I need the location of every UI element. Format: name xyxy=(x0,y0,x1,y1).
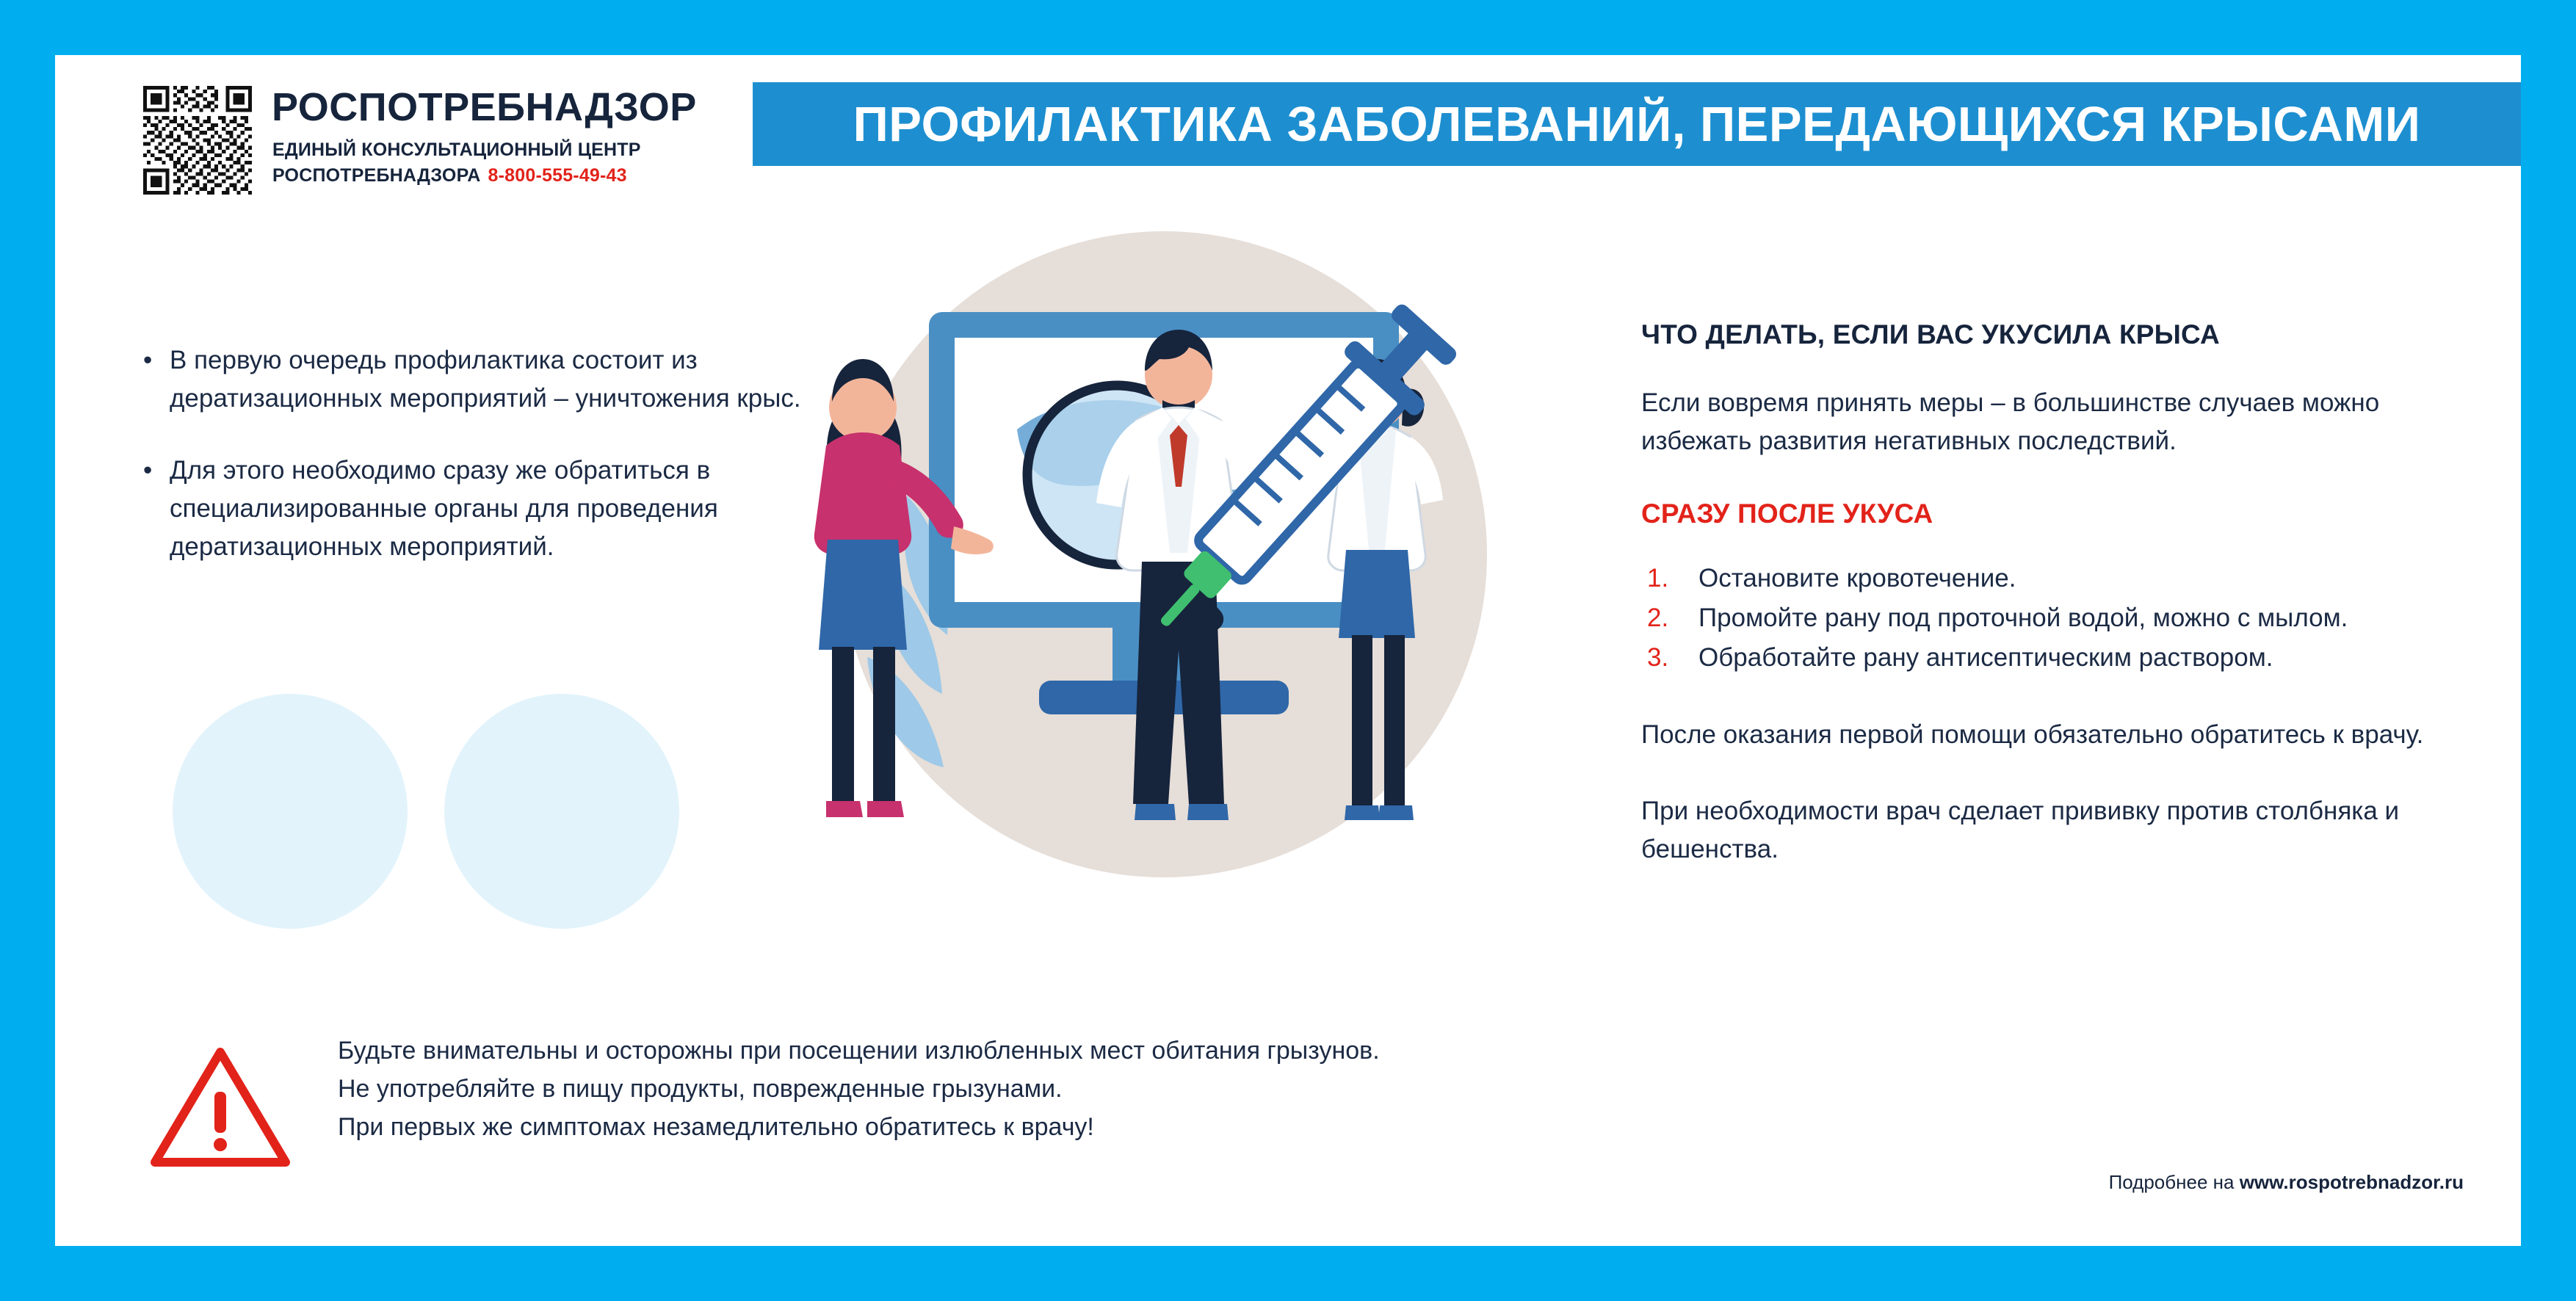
intro-paragraph: Если вовремя принять меры – в большинстве случаев можно избежать развития негативных последствий. xyxy=(1641,388,2380,455)
step-number: 1. xyxy=(1647,564,1669,592)
warning-line-1: Будьте внимательны и осторожны при посещении излюбленных мест обитания грызунов. xyxy=(338,1037,1380,1065)
consult-center-line1: ЕДИНЫЙ КОНСУЛЬТАЦИОННЫЙ ЦЕНТР xyxy=(272,139,641,160)
prevention-bullet-2-text: Для этого необходимо сразу же обратиться в специализированные органы для проведения дератизационных мероприятий. xyxy=(170,456,718,561)
circle-background xyxy=(444,694,679,929)
no-rats-badge xyxy=(173,694,408,929)
prevention-bullet-1-text: В первую очередь профилактика состоит из дератизационных мероприятий – уничтожения крыс. xyxy=(170,346,801,413)
section-heading-right-after-bite: СРАЗУ ПОСЛЕ УКУСА xyxy=(1641,499,1933,529)
step-number: 3. xyxy=(1647,643,1669,672)
prevention-bullet-1 xyxy=(136,341,819,418)
icon-row xyxy=(173,694,833,943)
illustration-doctors-monitor xyxy=(797,187,1538,995)
warning-triangle-icon xyxy=(151,1046,290,1167)
footer-note xyxy=(2109,1171,2464,1194)
footer-note-prefix: Подробнее на xyxy=(2108,1171,2240,1193)
step-text: Промойте рану под проточной водой, можно с мылом. xyxy=(1698,604,2348,632)
step-text: Остановите кровотечение. xyxy=(1698,564,2016,592)
footer-site-url[interactable]: www.rospotrebnadzor.ru xyxy=(2239,1171,2464,1193)
poster-inner xyxy=(55,55,2521,1246)
right-column xyxy=(1641,319,2464,1193)
warning-line-2: Не употребляйте в пищу продукты, поврежденные грызунами. xyxy=(338,1075,1063,1103)
section-heading-what-to-do: ЧТО ДЕЛАТЬ, ЕСЛИ ВАС УКУСИЛА КРЫСА xyxy=(1641,319,2220,349)
left-column xyxy=(136,341,819,600)
pest-control-badge xyxy=(444,694,679,929)
prevention-bullet-2 xyxy=(136,452,819,566)
bullet-marker: • xyxy=(143,456,153,485)
step-number: 2. xyxy=(1647,604,1669,632)
first-aid-steps-list xyxy=(1641,559,2464,678)
after-first-aid-paragraph: После оказания первой помощи обязательно обратитесь к врачу. xyxy=(1641,720,2424,749)
consult-center-line2 xyxy=(272,165,627,186)
circle-background xyxy=(173,694,408,929)
warning-line-3: При первых же симптомах незамедлительно обратитесь к врачу! xyxy=(338,1113,1094,1141)
warning-text xyxy=(338,1032,1586,1146)
step-text: Обработайте рану антисептическим раствором. xyxy=(1698,643,2273,672)
page-title: ПРОФИЛАКТИКА ЗАБОЛЕВАНИЙ, ПЕРЕДАЮЩИХСЯ КРЫСАМИ xyxy=(853,96,2421,152)
consult-center-line2-text: РОСПОТРЕБНАДЗОРА xyxy=(272,165,481,186)
org-name: РОСПОТРЕБНАДЗОР xyxy=(272,85,697,129)
logo-block xyxy=(103,77,749,206)
list-item xyxy=(1641,559,2464,598)
list-item xyxy=(1641,638,2464,678)
title-bar xyxy=(753,82,2521,166)
qr-code-icon xyxy=(143,86,252,195)
bullet-marker: • xyxy=(143,346,153,374)
hotline-phone: 8-800-555-49-43 xyxy=(488,165,627,186)
vaccination-paragraph: При необходимости врач сделает прививку против столбняка и бешенства. xyxy=(1641,797,2400,863)
list-item xyxy=(1641,598,2464,638)
warning-block xyxy=(151,1032,1582,1193)
